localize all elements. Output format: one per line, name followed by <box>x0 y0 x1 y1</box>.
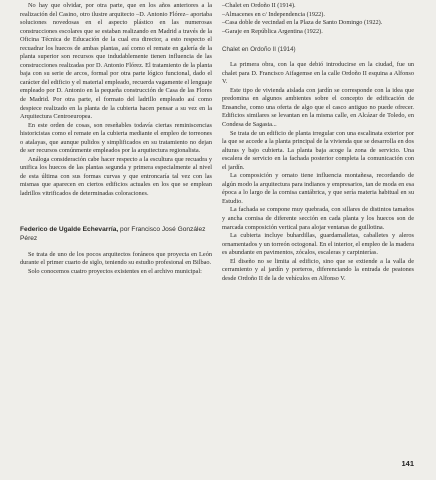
body-paragraph: Solo conocemos cuatro proyectos existentes en el archivo municipal: <box>28 267 202 275</box>
list-item: –Garaje en República Argentina (1922). <box>222 27 323 35</box>
body-paragraph: Se trata de uno de los pocos arquitectos foráneos que proyecta en León durante el primer cuarto de siglo, teniendo su estudio profesional en Bilbao. <box>20 250 212 267</box>
right-column <box>222 2 414 283</box>
page-number: 141 <box>401 459 414 468</box>
subsection-heading: Chalet en Ordoño II (1914) <box>222 46 296 54</box>
list-item: –Almacenes en c/ Independencia (1922). <box>222 10 325 18</box>
heading-author: Federico de Ugalde Echevarría, <box>20 225 119 233</box>
body-paragraph: La composición y ornato tiene influencia montañesa, recordando de algún modo la arquitectura para indianos y empresarios, tan de moda en esa época a lo largo de la cornisa cantábrica, y que sería materia habitual en su Estudio. <box>222 172 414 205</box>
project-list <box>222 2 414 36</box>
list-item: –Chalet en Ordoño II (1914). <box>222 2 296 9</box>
spacer <box>20 243 212 251</box>
list-item: –Casa doble de vecindad en la Plaza de Santo Domingo (1922). <box>222 19 383 27</box>
heading-rest: por Francisco José González Pérez <box>20 225 206 242</box>
body-paragraph: La fachada se compone muy quebrada, con sillares de distintos tamaños y ancha cornisa de diferente sección en cada planta y los huecos son de marcada composición vertical para alojar ventanas de guillotina. <box>222 206 414 231</box>
body-paragraph: Este tipo de vivienda aislada con jardín se corresponde con la idea que predomina en algunos ambientes sobre el concepto de edificación de Ensanche, como una oferta de algo que el casco antiguo no puede ofrecer. Edificios similares se levantan en la misma calle, en Alcázar de Toledo, en Condesa de Sagasta... <box>222 86 414 129</box>
body-paragraph: El diseño no se limita al edificio, sino que se extiende a la valla de cerramiento y al jardín y porteros, diferenciando la entrada de peatones desde Ordoño II de la de vehículos en Alfonso V. <box>222 257 414 282</box>
section-heading <box>20 225 212 243</box>
body-paragraph: La primera obra, con la que debió introducirse en la ciudad, fue un chalet para D. Francisco Aifagemse en la calle Ordoño II esquina a Alfonso V. <box>222 61 414 86</box>
body-paragraph: En este orden de cosas, son reseñables todavía ciertas reminiscencias historicistas como el remate en la cubierta mediante el empleo de torreones o atalayas, que aunque pulidos y simplificados en su tratamiento no dejan de ser recursos comúnmente empleados por la arquitectura regionalista. <box>20 121 212 155</box>
spacer <box>20 199 212 225</box>
body-paragraph: No hay que olvidar, por otra parte, que en los años anteriores a la realización del Casino, otro ilustre arquitecto –D. Antonio Flórez– aportaba soluciones novedosas en el aspecto plástico en las numerosas construcciones escolares que se estaban realizando en Madrid a través de la Oficina Técnica de Educación de la cual era director, a esto respecto el recuadrar los huecos de ambas plantas, así como el remate en galería de la planta superior son recursos que indudablemente tienen influencia de las construcciones realizadas por D. Antonio Flórez. El tratamiento de la planta baja con su serie de arcos, formal por otra parte lógico funcional, dado el carácter del edificio y el material empleado, recuerda vagamente el lenguaje empleado por D. Antonio en la pequeña construcción de Casa de las Flores de Madrid. Por otra parte, el formato del ladrillo empleado así como despiece realizado en la planta de la cubierta hacen pensar a su vez en la Arquitectura Centroeuropea. <box>20 2 212 121</box>
left-column <box>20 2 212 276</box>
body-paragraph: Análoga consideración cabe hacer respecto a la escultura que recuadra y unifica los huecos de las plantas segunda y primera especialmente al nivel de esta última con sus formas curvas y que entroncaría tal vez con las mismas que aparecen en ciertos edificios actuales en los que se emplean ladrillos vitrificados de determinadas coloraciones. <box>20 155 212 198</box>
body-paragraph: La cubierta incluye buhardillas, guardamalletas, caballetes y aleros ornamentados y un torreón octogonal. En el interior, el empleo de la madera es abundante en pavimentos, zócalos, escaleras y carpinterías. <box>222 232 414 257</box>
body-paragraph: Se trata de un edificio de planta irregular con una escalinata exterior por la que se accede a la planta principal de la vivienda que se desarrolla en dos alturas y bajo cubierta. La planta baja acoge la zona de servicio. Una escalera de servicio en la fachada posterior completa la comunicación con el jardín. <box>222 129 414 171</box>
